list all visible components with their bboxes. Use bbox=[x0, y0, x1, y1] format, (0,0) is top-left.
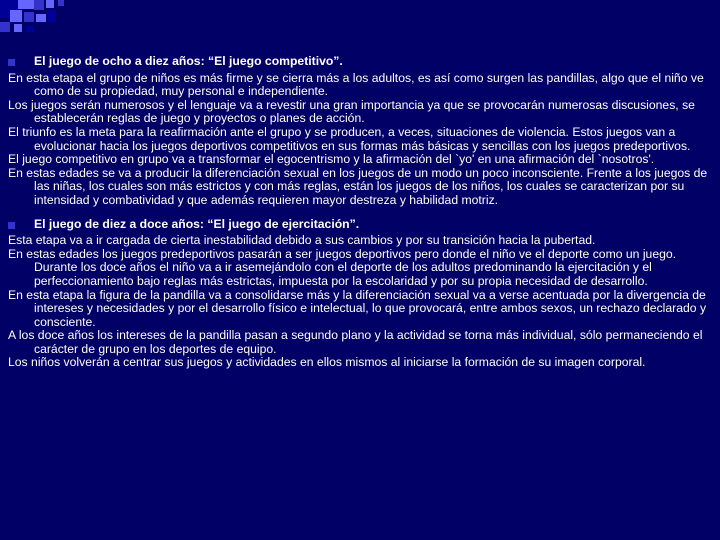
section-ocho-a-diez bbox=[8, 55, 714, 208]
heading-text: El juego de diez a doce años: “El juego de ejercitación”. bbox=[34, 216, 360, 231]
paragraph: El triunfo es la meta para la reafirmación ante el grupo y se producen, a veces, situaciones de violencia. Estos juegos van a evolucionar hacia los juegos deportivos competitivos en sus formas más básicas y sencillas con los juegos predeportivos. bbox=[8, 124, 691, 153]
paragraph: El juego competitivo en grupo va a transformar el egocentrismo y la afirmación del `yo' en una afirmación del `nosotros'. bbox=[8, 152, 655, 167]
paragraph: En estas edades los juegos predeportivos pasarán a ser juegos deportivos pero donde el niño ve el deporte como un juego. Durante los doce años el niño va a ir asemejándolo con el deporte de los adultos predominando la ejercitación y el perfeccionamiento bajo reglas más estrictas, impuesta por la escolaridad y por su propia necesidad de desarrollo. bbox=[8, 246, 677, 288]
paragraph: A los doce años los intereses de la pandilla pasan a segundo plano y la actividad se torna más individual, sólo permaneciendo el carácter de grupo en los deportes de equipo. bbox=[8, 328, 703, 356]
section-diez-a-doce bbox=[8, 218, 714, 371]
paragraph: Los juegos serán numerosos y el lenguaje va a revestir una gran importancia ya que se provocarán numerosas discusiones, se establecerán reglas de juego y proyectos o planes de acción. bbox=[8, 97, 695, 126]
paragraph: Los niños volverán a centrar sus juegos y actividades en ellos mismos al iniciarse la formación de su imagen corporal. bbox=[8, 355, 646, 370]
paragraph: En estas edades se va a producir la diferenciación sexual en los juegos de un modo un poco inconsciente. Frente a los juegos de las niñas, los cuales son más estrictos y con más reglas, están los juegos de los niños, los cuales se caracterizan por su intensidad y combatividad y que además requieren mayor destreza y habilidad motriz. bbox=[8, 165, 708, 207]
paragraph: En esta etapa la figura de la pandilla va a consolidarse más y la diferenciación sexual va a verse acentuada por la divergencia de intereses y necesidades y por el desarrollo físico e intelectual, lo que provocará, entre ambos sexos, un rechazo declarado y consciente. bbox=[8, 287, 707, 329]
square-bullet-icon bbox=[8, 59, 15, 66]
section-heading bbox=[8, 218, 714, 232]
paragraph: En esta etapa el grupo de niños es más firme y se cierra más a los adultos, es así como surgen las pandillas, algo que el niño ve como de su propiedad, muy personal e independiente. bbox=[8, 70, 704, 99]
heading-text: El juego de ocho a diez años: “El juego competitivo”. bbox=[34, 54, 343, 68]
paragraph: Esta etapa va a ir cargada de cierta inestabilidad debido a sus cambios y por su transición hacia la pubertad. bbox=[8, 233, 596, 248]
section-heading bbox=[8, 55, 714, 69]
document-body bbox=[8, 55, 714, 370]
decorative-squares-pattern bbox=[0, 0, 720, 40]
square-bullet-icon bbox=[8, 222, 15, 229]
